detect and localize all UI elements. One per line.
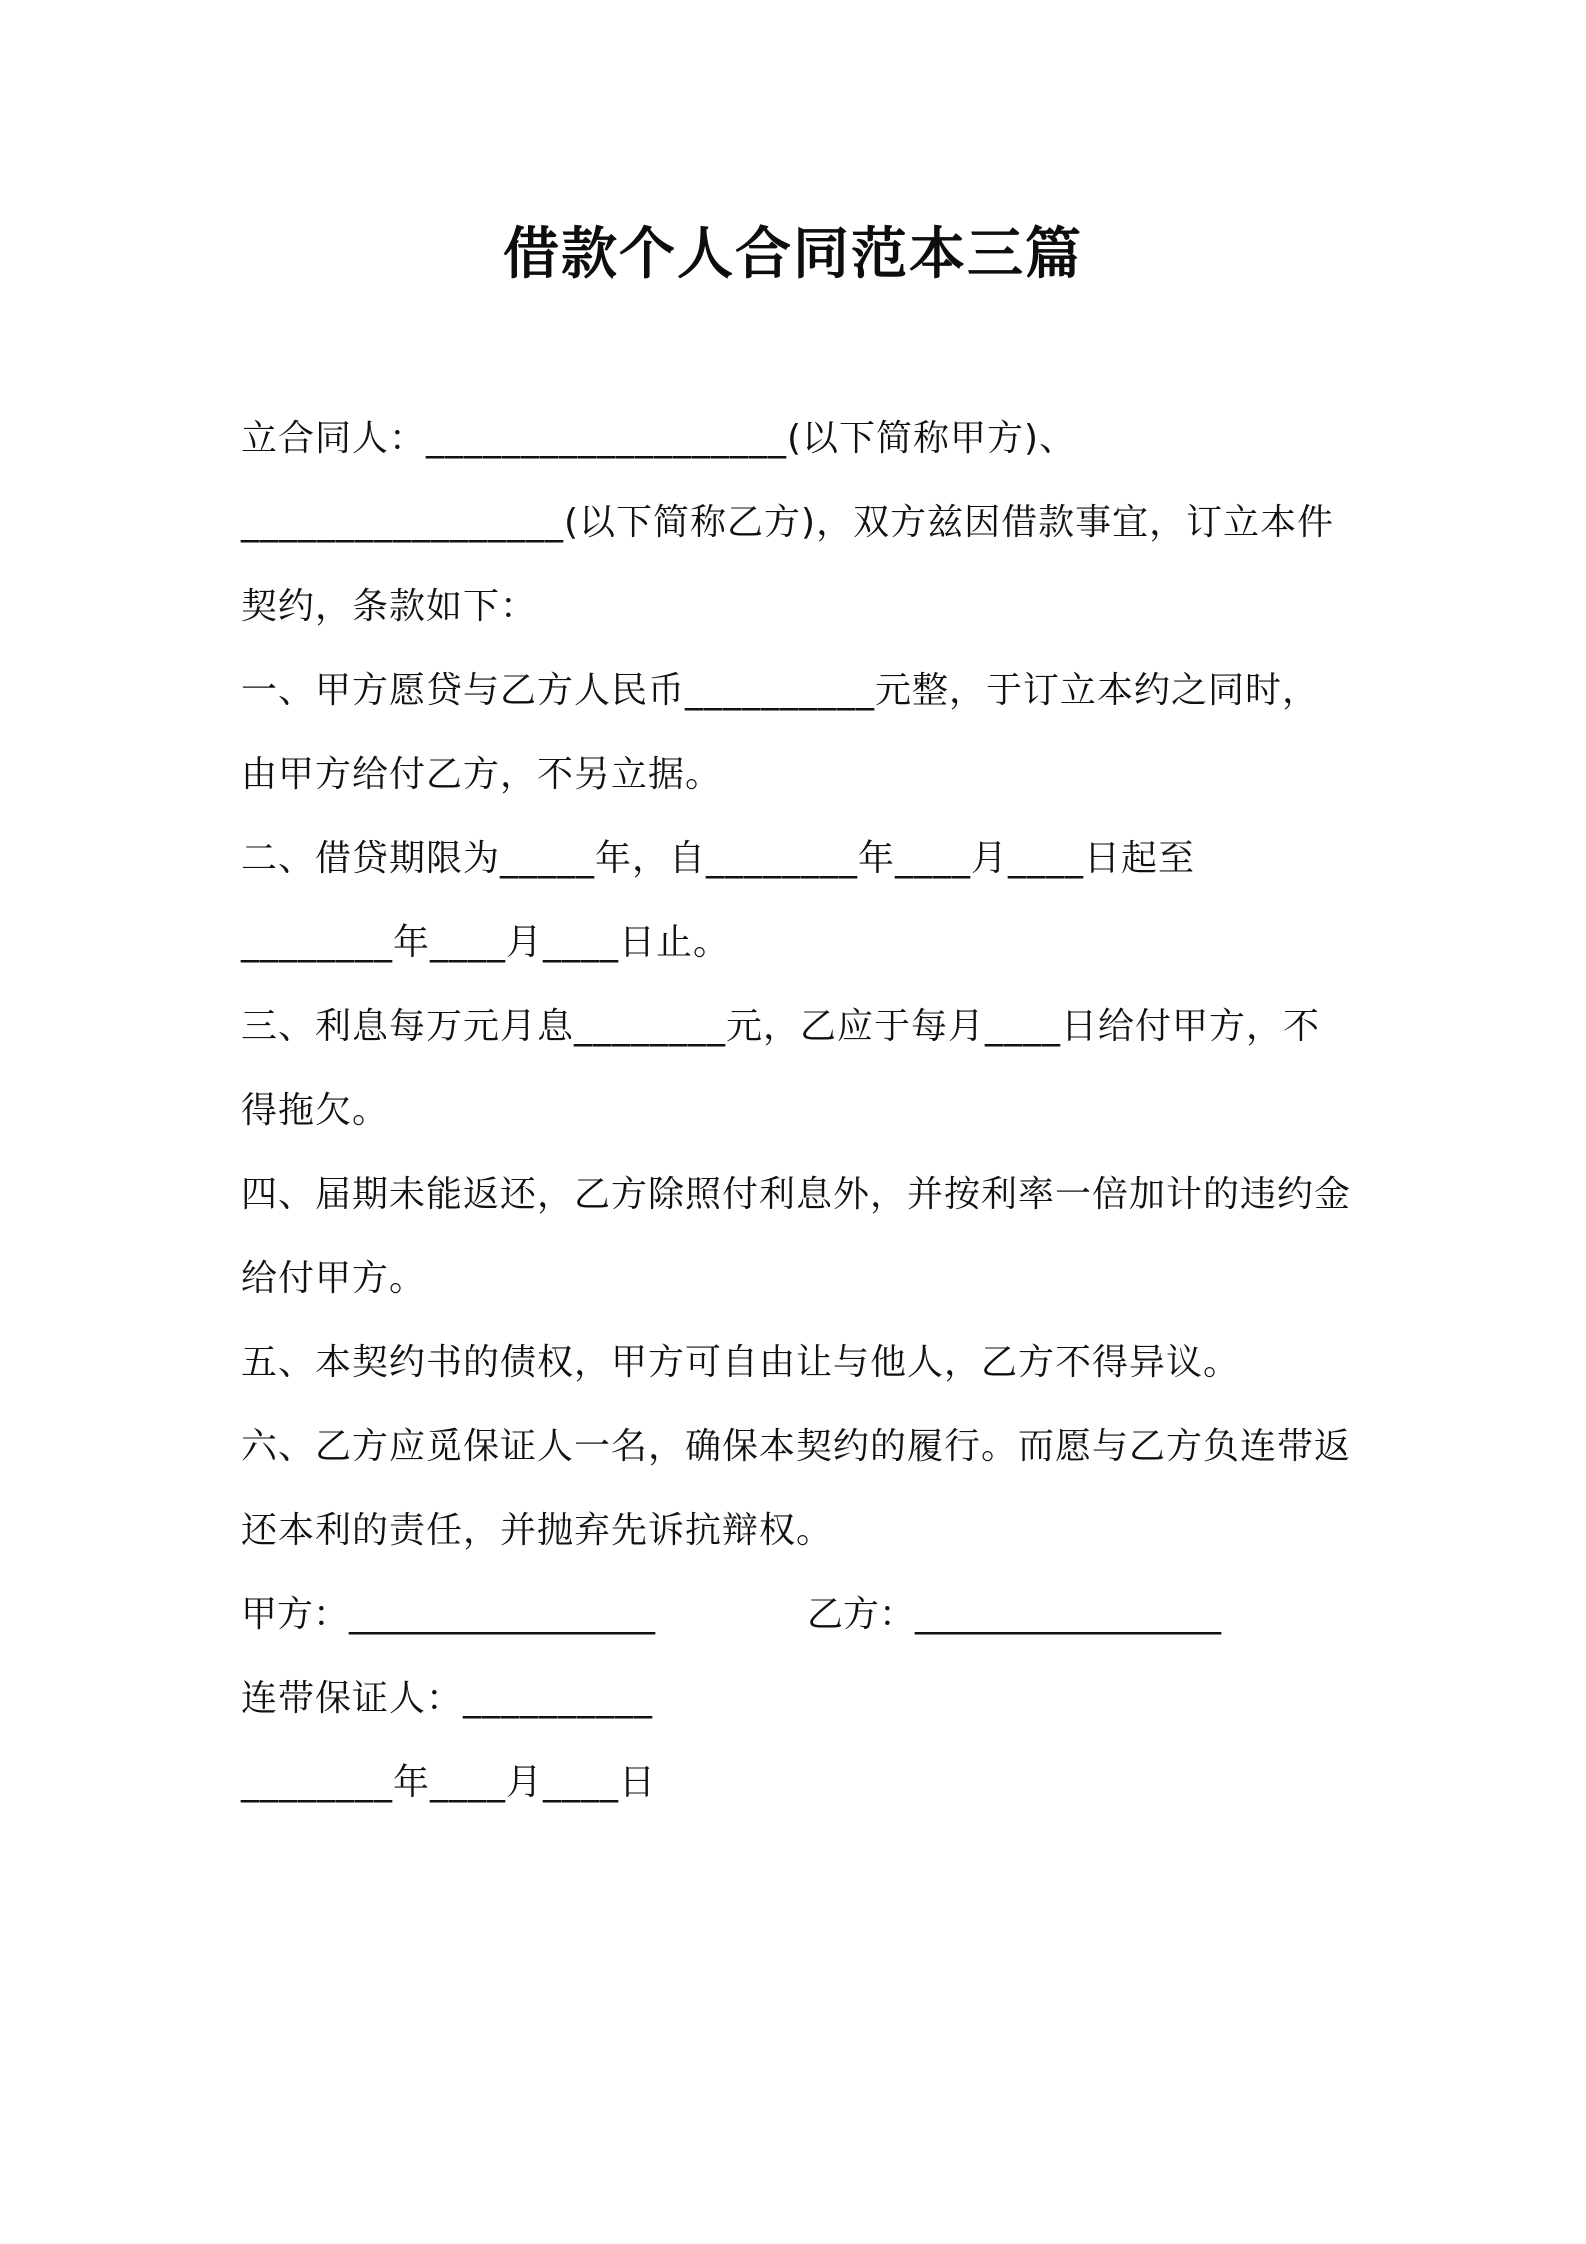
guarantor-signature: 连带保证人：__________ [241,1678,654,1719]
clause-line: 立合同人：___________________(以下简称甲方)、 [241,418,1077,459]
clause-line: 四、届期未能返还，乙方除照付利息外，并按利率一倍加计的违约金 [241,1174,1352,1215]
clause-line: 一、甲方愿贷与乙方人民币__________元整，于订立本约之同时， [241,670,1320,711]
document-title: 借款个人合同范本三篇 [503,222,1083,287]
clause-line: 契约，条款如下： [241,586,538,627]
clause-line: 给付甲方。 [241,1258,427,1299]
clause-line: 二、借贷期限为_____年，自________年____月____日起至 [241,838,1196,879]
clause-line: 还本利的责任，并抛弃先诉抗辩权。 [241,1510,834,1551]
contract-body [241,408,1361,1836]
signing-date: ________年____月____日 [241,1762,656,1803]
clause-line: 三、利息每万元月息________元，乙应于每月____日给付甲方，不 [241,1006,1321,1047]
signature-row [241,1584,1361,1668]
clause-line: _________________(以下简称乙方)，双方兹因借款事宜，订立本件 [241,502,1335,543]
clause-line: 得拖欠。 [241,1090,390,1131]
clause-line: 六、乙方应觅保证人一名，确保本契约的履行。而愿与乙方负连带返 [241,1426,1352,1467]
party-a-signature: 甲方：_________________ [241,1594,656,1635]
clause-line: 五、本契约书的债权，甲方可自由让与他人，乙方不得异议。 [241,1342,1241,1383]
clause-line: ________年____月____日止。 [241,922,731,963]
party-b-signature: 乙方：_________________ [807,1594,1222,1635]
clause-line: 由甲方给付乙方，不另立据。 [241,754,723,795]
